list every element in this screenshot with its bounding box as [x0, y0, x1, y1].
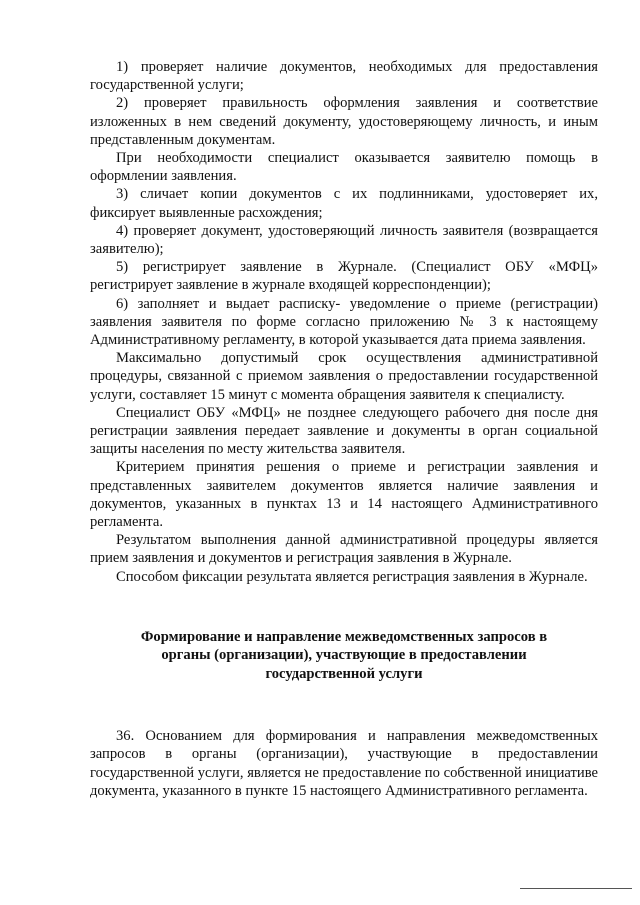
footer-rule: [520, 888, 632, 889]
paragraph-max-time: Максимально допустимый срок осуществления административной процедуры, связанной с приемом заявления о предоставлении государственной услуги, составляет 15 минут с момента обращения заявителя к специалисту.: [90, 350, 598, 403]
paragraph-assistance: При необходимости специалист оказывается заявителю помощь в оформлении заявления.: [90, 150, 598, 185]
paragraph-criterion: Критерием принятия решения о приеме и регистрации заявления и представленных заявителем документов является наличие заявления и документов, указанных в пунктах 13 и 14 настоящего Административного регламента.: [90, 459, 598, 531]
paragraph-check-application: 2) проверяет правильность оформления заявления и соответствие изложенных в нем сведений документу, удостоверяющему личность, и иным представленным документам.: [90, 95, 598, 148]
section-heading-line-3: государственной услуги: [265, 665, 423, 682]
section-heading: [90, 628, 598, 683]
paragraph-register: 5) регистрирует заявление в Журнале. (Специалист ОБУ «МФЦ» регистрирует заявление в журнале входящей корреспонденции);: [90, 259, 598, 294]
paragraph-fixation: Способом фиксации результата является регистрация заявления в Журнале.: [116, 568, 588, 585]
section-heading-line-2: органы (организации), участвующие в предоставлении: [161, 647, 527, 664]
paragraph-check-identity: 4) проверяет документ, удостоверяющий личность заявителя (возвращается заявителю);: [90, 222, 598, 258]
paragraph-check-documents: 1) проверяет наличие документов, необходимых для предоставления государственной услуги;: [90, 59, 598, 94]
paragraph-compare-copies: 3) сличает копии документов с их подлинниками, удостоверяет их, фиксирует выявленные расхождения;: [90, 186, 598, 221]
paragraph-receipt: 6) заполняет и выдает расписку- уведомление о приеме (регистрации) заявления заявителя по форме согласно приложению № 3 к настоящему Административному регламенту, в которой указывается дата приема заявления.: [90, 295, 598, 349]
paragraph-result: Результатом выполнения данной административной процедуры является прием заявления и документов и регистрация заявления в Журнале.: [90, 532, 598, 567]
paragraph-mfc-transfer: Специалист ОБУ «МФЦ» не позднее следующего рабочего дня после дня регистрации заявления передает заявление и документы в орган социальной защиты населения по месту жительства заявителя.: [90, 404, 598, 458]
paragraph-36: 36. Основанием для формирования и направления межведомственных запросов в органы (организации), участвующие в предоставлении государственной услуги, является не предоставление по собственной инициативе документа, указанного в пункте 15 настоящего Административного регламента.: [90, 728, 598, 799]
section-heading-line-1: Формирование и направление межведомственных запросов в: [140, 628, 548, 645]
